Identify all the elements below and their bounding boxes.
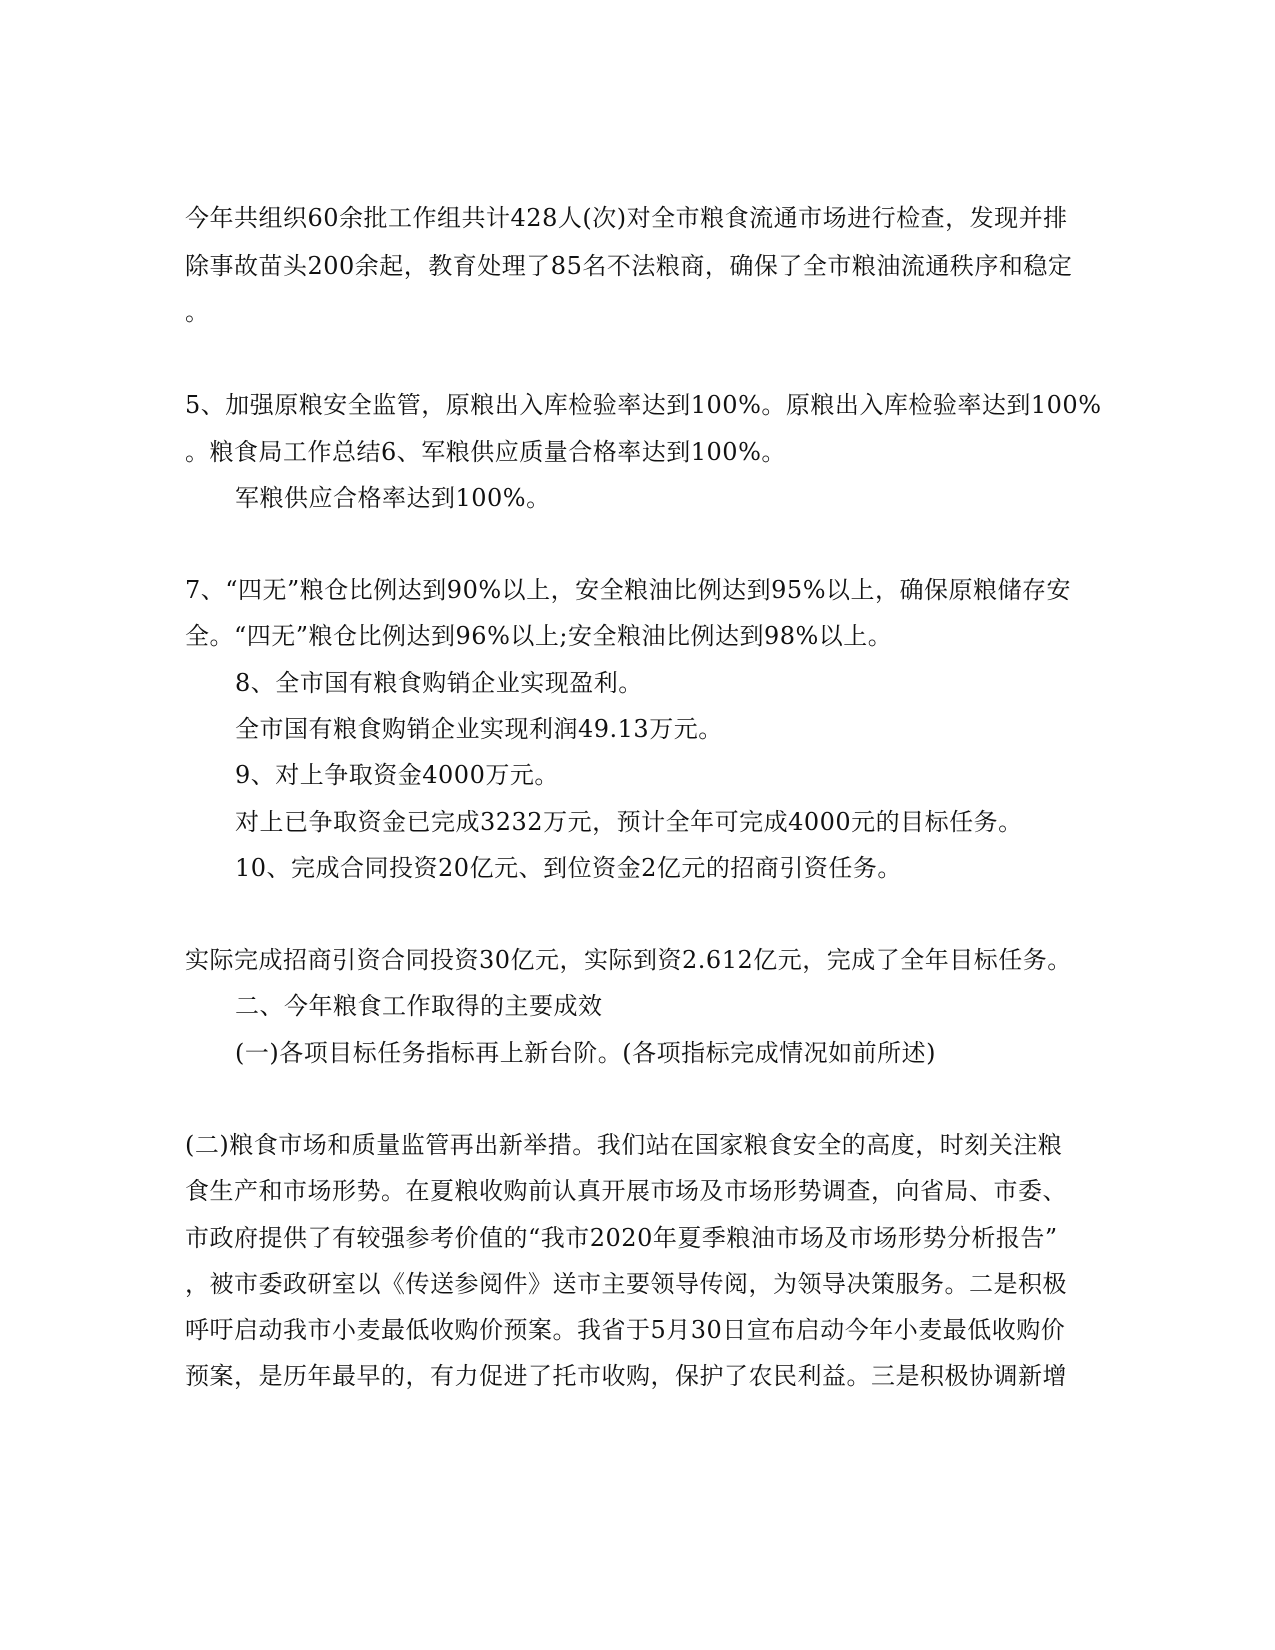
paragraph-line: 对上已争取资金已完成3232万元，预计全年可完成4000元的目标任务。 <box>235 808 1023 836</box>
paragraph-line: 全市国有粮食购销企业实现利润49.13万元。 <box>235 715 723 743</box>
paragraph-line: 除事故苗头200余起，教育处理了85名不法粮商，确保了全市粮油流通秩序和稳定 <box>185 252 1073 280</box>
paragraph-line: 市政府提供了有较强参考价值的“我市2020年夏季粮油市场及市场形势分析报告” <box>185 1224 1058 1252</box>
paragraph-line: 9、对上争取资金4000万元。 <box>235 761 559 789</box>
paragraph-line: 8、全市国有粮食购销企业实现盈利。 <box>235 669 643 697</box>
paragraph-line: 呼吁启动我市小麦最低收购价预案。我省于5月30日宣布启动今年小麦最低收购价 <box>185 1316 1066 1344</box>
section-heading: 二、今年粮食工作取得的主要成效 <box>235 992 603 1020</box>
paragraph-line: (一)各项目标任务指标再上新台阶。(各项指标完成情况如前所述) <box>235 1039 936 1067</box>
paragraph-line: 。粮食局工作总结6、军粮供应质量合格率达到100%。 <box>185 438 786 466</box>
paragraph-line: 预案，是历年最早的，有力促进了托市收购，保护了农民利益。三是积极协调新增 <box>185 1362 1067 1390</box>
paragraph-line: 食生产和市场形势。在夏粮收购前认真开展市场及市场形势调查，向省局、市委、 <box>185 1177 1067 1205</box>
paragraph-line: 军粮供应合格率达到100%。 <box>235 484 551 512</box>
paragraph-line: (二)粮食市场和质量监管再出新举措。我们站在国家粮食安全的高度，时刻关注粮 <box>185 1131 1063 1159</box>
paragraph-line: 5、加强原粮安全监管，原粮出入库检验率达到100%。原粮出入库检验率达到100% <box>185 391 1102 419</box>
paragraph-line: 。 <box>185 298 210 326</box>
paragraph-line: 今年共组织60余批工作组共计428人(次)对全市粮食流通市场进行检查，发现并排 <box>185 204 1068 232</box>
paragraph-line: 10、完成合同投资20亿元、到位资金2亿元的招商引资任务。 <box>235 854 902 882</box>
paragraph-line: 全。“四无”粮仓比例达到96%以上;安全粮油比例达到98%以上。 <box>185 622 893 650</box>
paragraph-line: ，被市委政研室以《传送参阅件》送市主要领导传阅，为领导决策服务。二是积极 <box>185 1270 1067 1298</box>
paragraph-line: 实际完成招商引资合同投资30亿元，实际到资2.612亿元，完成了全年目标任务。 <box>185 946 1072 974</box>
paragraph-line: 7、“四无”粮仓比例达到90%以上，安全粮油比例达到95%以上，确保原粮储存安 <box>185 576 1071 604</box>
